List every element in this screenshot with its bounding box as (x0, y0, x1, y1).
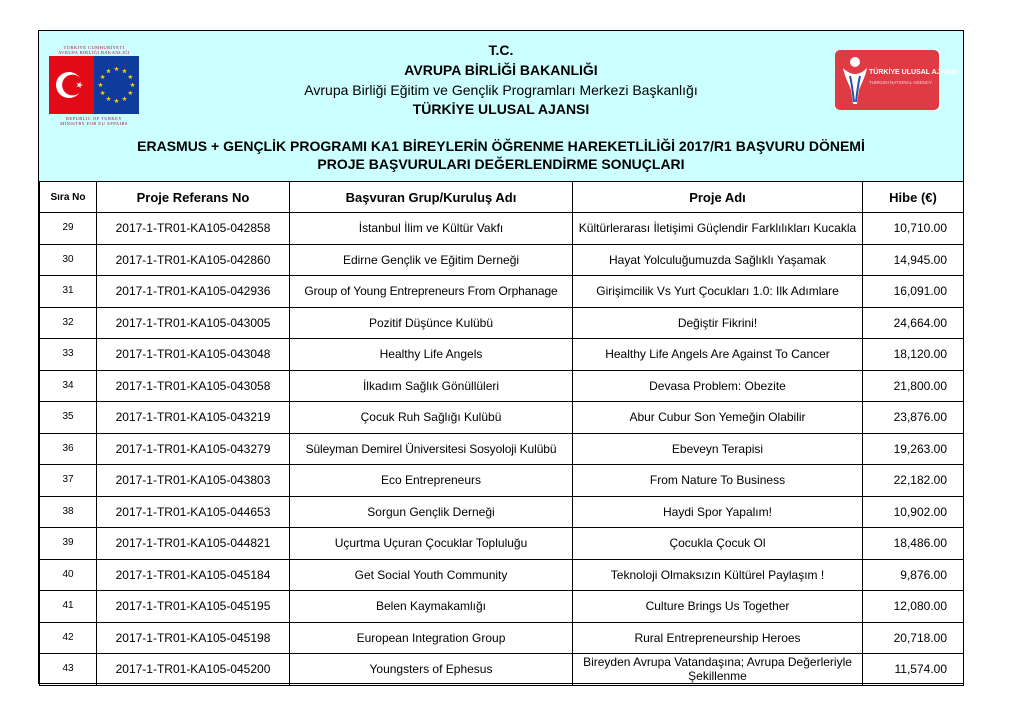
table-row (40, 559, 964, 591)
row-organization: Belen Kaymakamlığı (290, 591, 573, 623)
row-project: Culture Brings Us Together (573, 591, 863, 623)
row-organization: Pozitif Düşünce Kulübü (290, 307, 573, 339)
header-grant: Hibe (€) (863, 182, 964, 213)
row-organization: Edirne Gençlik ve Eğitim Derneği (290, 244, 573, 276)
row-reference: 2017-1-TR01-KA105-043803 (97, 465, 290, 497)
row-grant: 10,710.00 (863, 213, 964, 245)
row-no: 37 (40, 465, 97, 497)
row-organization: Youngsters of Ephesus (290, 654, 573, 686)
row-project: Girişimcilik Vs Yurt Çocukları 1.0: Ilk Adımlare (573, 276, 863, 308)
row-no: 34 (40, 370, 97, 402)
row-reference: 2017-1-TR01-KA105-043058 (97, 370, 290, 402)
row-project: Hayat Yolculuğumuzda Sağlıklı Yaşamak (573, 244, 863, 276)
table-row (40, 276, 964, 308)
row-grant: 11,574.00 (863, 654, 964, 686)
header-line-agency: TÜRKİYE ULUSAL AJANSI (412, 101, 590, 117)
row-organization: Çocuk Ruh Sağlığı Kulübü (290, 402, 573, 434)
agency-figure-icon (839, 54, 871, 106)
row-project: Devasa Problem: Obezite (573, 370, 863, 402)
row-reference: 2017-1-TR01-KA105-044821 (97, 528, 290, 560)
header-line-tc: T.C. (488, 42, 514, 58)
row-organization: Süleyman Demirel Üniversitesi Sosyoloji Kulübü (290, 433, 573, 465)
agency-logo-name: TÜRKİYE ULUSAL AJANSI (869, 69, 958, 76)
row-no: 41 (40, 591, 97, 623)
row-reference: 2017-1-TR01-KA105-042858 (97, 213, 290, 245)
row-organization: Uçurtma Uçuran Çocuklar Topluluğu (290, 528, 573, 560)
row-no: 38 (40, 496, 97, 528)
document-title: ERASMUS + GENÇLİK PROGRAMI KA1 BİREYLERİN ÖĞRENME HAREKETLİLİĞİ 2017/R1 BAŞVURU DÖNEMİ (137, 138, 865, 154)
table-row (40, 244, 964, 276)
row-project: Kültürlerarası İletişimi Güçlendir Farklılıkları Kucakla (573, 213, 863, 245)
row-reference: 2017-1-TR01-KA105-045184 (97, 559, 290, 591)
row-project: Rural Entrepreneurship Heroes (573, 622, 863, 654)
logo-caption-top-2: AVRUPA BİRLİĞİ BAKANLIĞI (58, 50, 130, 55)
table-row (40, 213, 964, 245)
header-no: Sıra No (40, 182, 97, 213)
table-row (40, 465, 964, 497)
row-reference: 2017-1-TR01-KA105-042860 (97, 244, 290, 276)
row-project: Çocukla Çocuk Ol (573, 528, 863, 560)
row-no: 32 (40, 307, 97, 339)
row-organization: İlkadım Sağlık Gönüllüleri (290, 370, 573, 402)
header-project: Proje Adı (573, 182, 863, 213)
row-no: 40 (40, 559, 97, 591)
row-organization: Eco Entrepreneurs (290, 465, 573, 497)
row-project: Healthy Life Angels Are Against To Cancer (573, 339, 863, 371)
document-frame (38, 30, 964, 684)
table-header-row (40, 182, 964, 213)
logo-caption-top-1: TÜRKİYE CUMHURİYETİ (63, 45, 125, 50)
row-no: 43 (40, 654, 97, 686)
row-reference: 2017-1-TR01-KA105-044653 (97, 496, 290, 528)
row-reference: 2017-1-TR01-KA105-043048 (97, 339, 290, 371)
row-organization: Healthy Life Angels (290, 339, 573, 371)
row-no: 42 (40, 622, 97, 654)
row-project: Bireyden Avrupa Vatandaşına; Avrupa Değerleriyle Şekillenme (573, 654, 863, 686)
document-subtitle: PROJE BAŞVURULARI DEĞERLENDİRME SONUÇLARI (317, 156, 685, 172)
row-project: Teknoloji Olmaksızın Kültürel Paylaşım ! (573, 559, 863, 591)
table-row (40, 307, 964, 339)
row-grant: 24,664.00 (863, 307, 964, 339)
logo-caption-bottom-2: MINISTRY FOR EU AFFAIRS (60, 121, 128, 126)
row-grant: 18,486.00 (863, 528, 964, 560)
row-grant: 18,120.00 (863, 339, 964, 371)
table-row (40, 339, 964, 371)
row-grant: 12,080.00 (863, 591, 964, 623)
national-agency-logo (835, 50, 958, 110)
row-no: 36 (40, 433, 97, 465)
row-organization: Sorgun Gençlik Derneği (290, 496, 573, 528)
row-reference: 2017-1-TR01-KA105-045195 (97, 591, 290, 623)
row-project: Haydi Spor Yapalım! (573, 496, 863, 528)
table-row (40, 622, 964, 654)
table-row (40, 591, 964, 623)
row-reference: 2017-1-TR01-KA105-042936 (97, 276, 290, 308)
table-row (40, 402, 964, 434)
row-grant: 14,945.00 (863, 244, 964, 276)
row-grant: 23,876.00 (863, 402, 964, 434)
row-no: 31 (40, 276, 97, 308)
row-grant: 22,182.00 (863, 465, 964, 497)
table-row (40, 654, 964, 686)
row-organization: İstanbul İlim ve Kültür Vakfı (290, 213, 573, 245)
header-reference: Proje Referans No (97, 182, 290, 213)
row-reference: 2017-1-TR01-KA105-045200 (97, 654, 290, 686)
table-row (40, 528, 964, 560)
row-grant: 16,091.00 (863, 276, 964, 308)
row-no: 30 (40, 244, 97, 276)
document-header (39, 31, 963, 182)
row-project: From Nature To Business (573, 465, 863, 497)
row-organization: European Integration Group (290, 622, 573, 654)
row-grant: 10,902.00 (863, 496, 964, 528)
table-row (40, 433, 964, 465)
row-organization: Group of Young Entrepreneurs From Orphanage (290, 276, 573, 308)
row-no: 39 (40, 528, 97, 560)
row-project: Ebeveyn Terapisi (573, 433, 863, 465)
row-project: Abur Cubur Son Yemeğin Olabilir (573, 402, 863, 434)
row-grant: 21,800.00 (863, 370, 964, 402)
row-grant: 9,876.00 (863, 559, 964, 591)
row-project: Değiştir Fikrini! (573, 307, 863, 339)
row-no: 35 (40, 402, 97, 434)
table-row (40, 496, 964, 528)
row-no: 29 (40, 213, 97, 245)
table-row (40, 370, 964, 402)
row-grant: 20,718.00 (863, 622, 964, 654)
logo-caption-bottom-1: REPUBLIC OF TURKEY (65, 116, 123, 121)
header-line-ministry: AVRUPA BİRLİĞİ BAKANLIĞI (404, 62, 598, 78)
row-no: 33 (40, 339, 97, 371)
header-organization: Başvuran Grup/Kuruluş Adı (290, 182, 573, 213)
row-reference: 2017-1-TR01-KA105-043005 (97, 307, 290, 339)
header-line-center: Avrupa Birliği Eğitim ve Gençlik Programları Merkezi Başkanlığı (304, 82, 698, 98)
row-grant: 19,263.00 (863, 433, 964, 465)
row-organization: Get Social Youth Community (290, 559, 573, 591)
row-reference: 2017-1-TR01-KA105-045198 (97, 622, 290, 654)
row-reference: 2017-1-TR01-KA105-043219 (97, 402, 290, 434)
agency-logo-subtitle: TURKISH NATIONAL AGENCY (869, 80, 933, 85)
row-reference: 2017-1-TR01-KA105-043279 (97, 433, 290, 465)
results-table (39, 181, 964, 686)
